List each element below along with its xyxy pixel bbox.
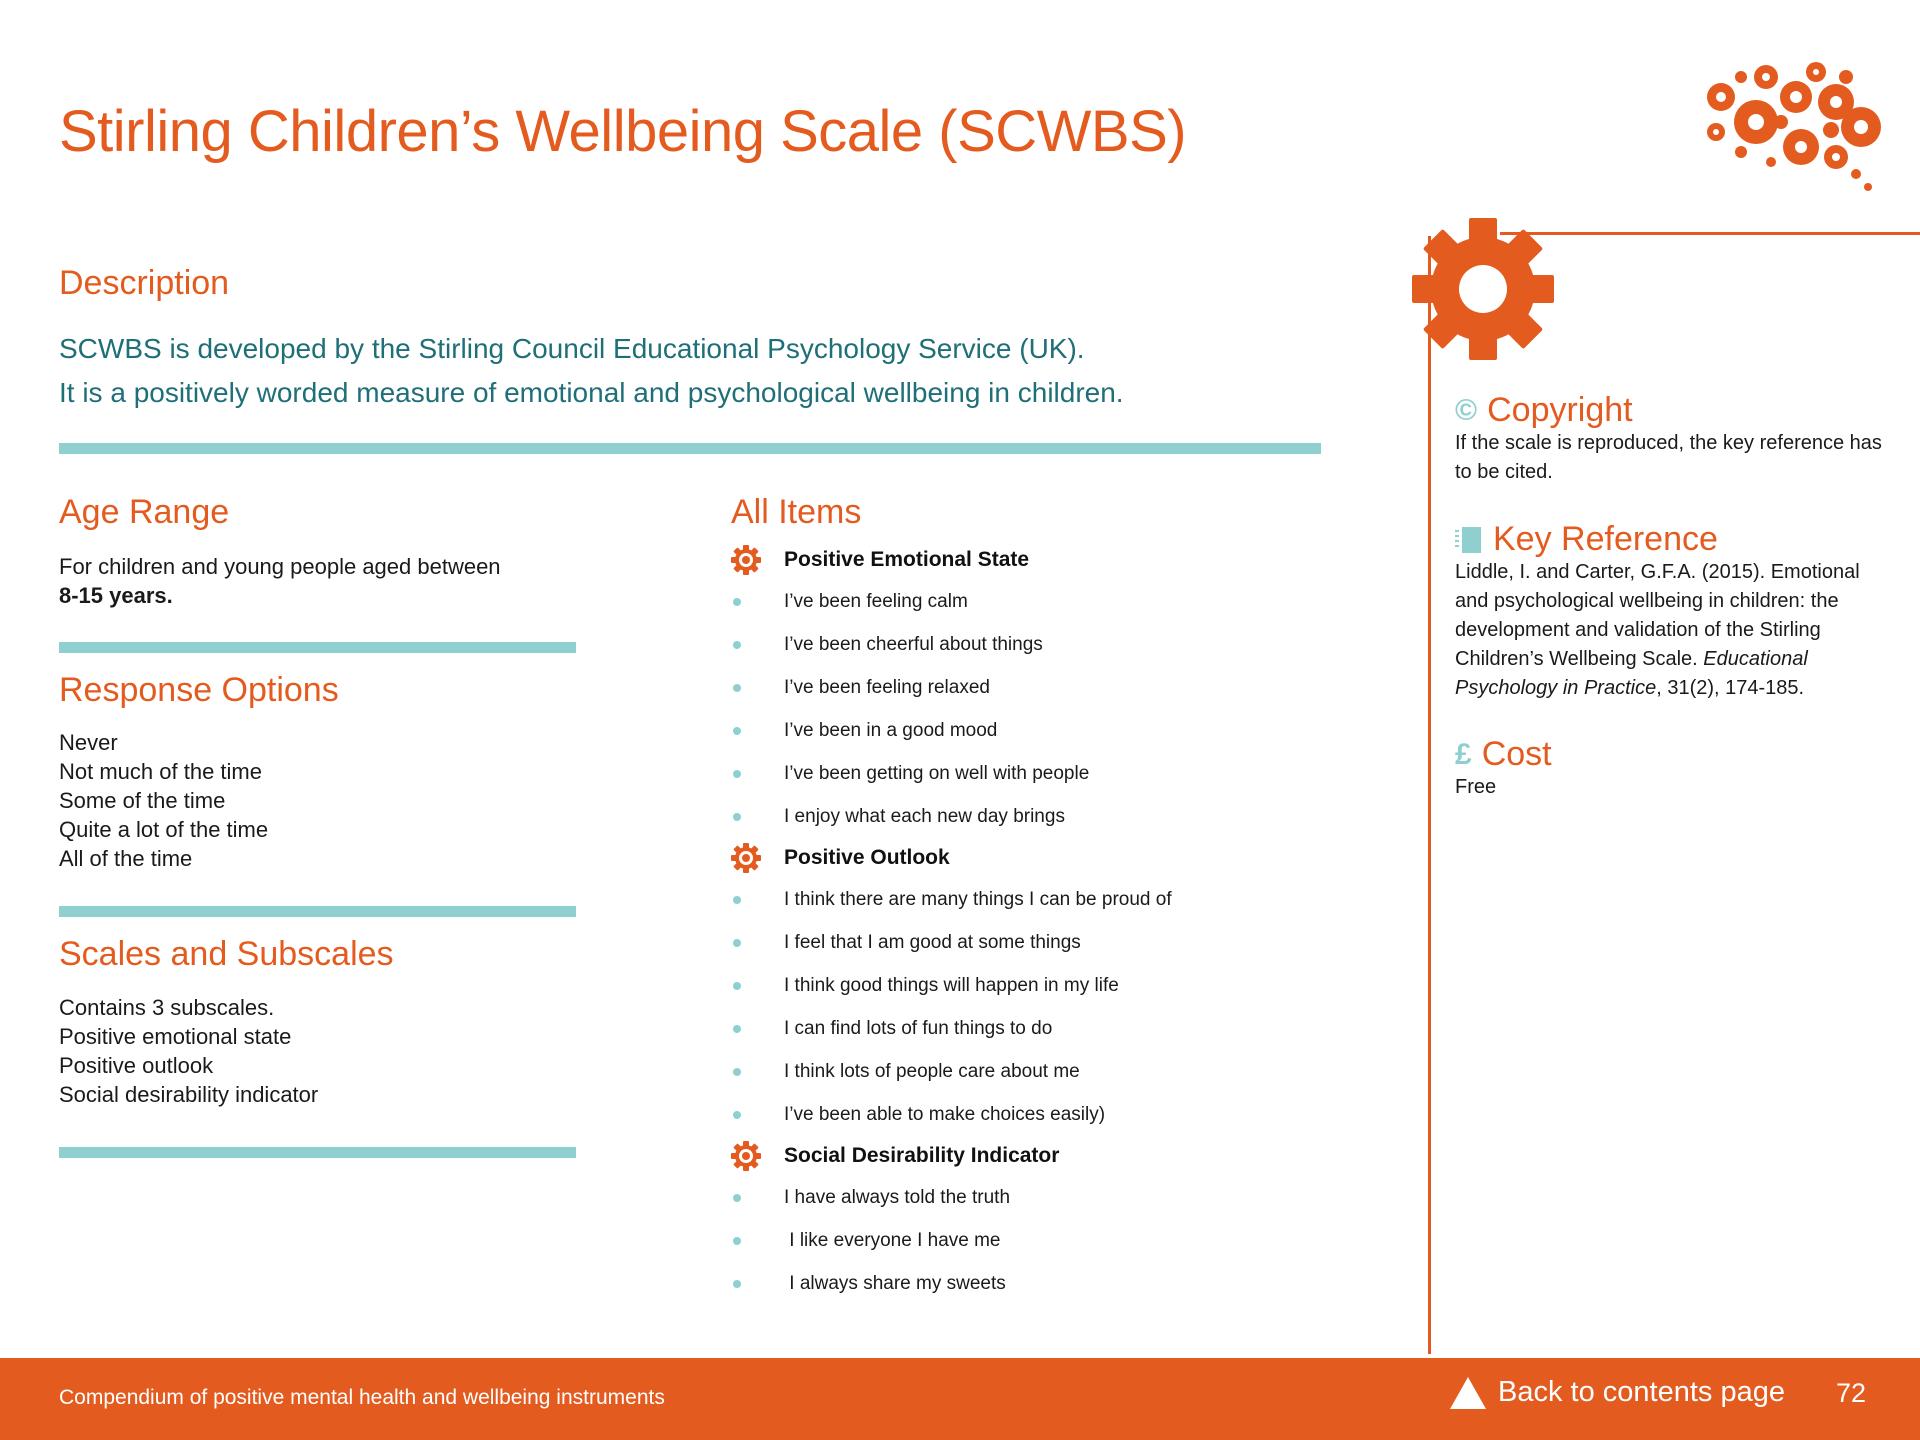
reference-journal: Educational Psychology in Practice bbox=[1455, 648, 1808, 699]
list-item bbox=[730, 709, 1250, 752]
response-option: Never bbox=[59, 730, 118, 755]
item-text: I can find lots of fun things to do bbox=[784, 1017, 1053, 1039]
item-text: I enjoy what each new day brings bbox=[784, 805, 1065, 827]
bullet-icon bbox=[733, 1194, 741, 1202]
cost-value: Free bbox=[1455, 776, 1497, 798]
sidebar-divider-vertical bbox=[1428, 236, 1431, 1354]
item-text: I feel that I am good at some things bbox=[784, 931, 1081, 953]
item-text: I’ve been feeling relaxed bbox=[784, 676, 990, 698]
item-text: I think lots of people care about me bbox=[784, 1060, 1080, 1082]
bullet-icon bbox=[733, 1280, 741, 1288]
section-divider bbox=[59, 443, 1321, 454]
bullet-icon bbox=[733, 1111, 741, 1119]
key-reference-title: Key Reference bbox=[1493, 520, 1718, 558]
bullet-icon bbox=[733, 896, 741, 904]
footer-title: Compendium of positive mental health and wellbeing instruments bbox=[59, 1386, 665, 1409]
copyright-heading bbox=[1455, 391, 1633, 430]
gear-icon bbox=[730, 1140, 762, 1172]
all-items-list bbox=[730, 540, 1250, 1305]
scales-heading: Scales and Subscales bbox=[59, 935, 394, 973]
age-range-text bbox=[59, 552, 501, 610]
list-item bbox=[730, 752, 1250, 795]
age-range-value: 8-15 years. bbox=[59, 583, 173, 608]
reference-citation: Liddle, I. and Carter, G.F.A. (2015). Emotional and psychological wellbeing in children: the development and validation of the Stirling Children’s Wellbeing Scale. bbox=[1455, 561, 1860, 670]
response-option: All of the time bbox=[59, 846, 193, 871]
list-item bbox=[730, 623, 1250, 666]
description-text bbox=[59, 327, 1124, 415]
up-triangle-icon bbox=[1450, 1377, 1486, 1409]
response-options-heading: Response Options bbox=[59, 671, 339, 709]
age-range-description: For children and young people aged between bbox=[59, 554, 501, 579]
subscale-title: Positive Outlook bbox=[784, 846, 950, 869]
gear-icon bbox=[730, 544, 762, 576]
copyright-text: If the scale is reproduced, the key reference has to be cited. bbox=[1455, 432, 1882, 483]
list-item bbox=[730, 580, 1250, 623]
item-text: I’ve been in a good mood bbox=[784, 719, 998, 741]
bullet-icon bbox=[733, 939, 741, 947]
list-item bbox=[730, 1176, 1250, 1219]
sidebar-divider-horizontal bbox=[1500, 232, 1920, 235]
scale-item: Positive emotional state bbox=[59, 1024, 292, 1049]
all-items-heading: All Items bbox=[731, 493, 862, 531]
subscale-group-header bbox=[730, 838, 1250, 878]
list-item bbox=[730, 666, 1250, 709]
subscale-title: Positive Emotional State bbox=[784, 548, 1030, 571]
list-item bbox=[730, 1050, 1250, 1093]
list-item bbox=[730, 921, 1250, 964]
item-text: I have always told the truth bbox=[784, 1186, 1011, 1208]
bullet-icon bbox=[733, 813, 741, 821]
subscale-group-header bbox=[730, 1136, 1250, 1176]
bullet-icon bbox=[733, 727, 741, 735]
description-line-1: SCWBS is developed by the Stirling Council Educational Psychology Service (UK). bbox=[59, 333, 1085, 364]
item-text: I think good things will happen in my life bbox=[784, 974, 1119, 996]
page-number: 72 bbox=[1836, 1378, 1867, 1408]
response-option: Not much of the time bbox=[59, 759, 262, 784]
item-text: I like everyone I have me bbox=[784, 1229, 1001, 1251]
gear-icon bbox=[730, 842, 762, 874]
description-heading: Description bbox=[59, 264, 230, 302]
scale-item: Social desirability indicator bbox=[59, 1082, 319, 1107]
list-item bbox=[730, 1093, 1250, 1136]
footer bbox=[0, 1358, 1920, 1440]
item-text: I’ve been cheerful about things bbox=[784, 633, 1043, 655]
response-option: Some of the time bbox=[59, 788, 226, 813]
item-text: I’ve been getting on well with people bbox=[784, 762, 1090, 784]
description-line-2: It is a positively worded measure of emotional and psychological wellbeing in children. bbox=[59, 377, 1124, 408]
section-divider bbox=[59, 642, 576, 653]
list-item bbox=[730, 1262, 1250, 1305]
bullet-icon bbox=[733, 770, 741, 778]
list-item bbox=[730, 964, 1250, 1007]
bullet-icon bbox=[733, 1237, 741, 1245]
list-item bbox=[730, 878, 1250, 921]
scales-list bbox=[59, 993, 318, 1109]
subscale-group-header bbox=[730, 540, 1250, 580]
back-to-contents-link[interactable] bbox=[1450, 1376, 1785, 1409]
response-options-list bbox=[59, 728, 268, 873]
scale-item: Contains 3 subscales. bbox=[59, 995, 275, 1020]
bullet-icon bbox=[733, 1025, 741, 1033]
copyright-title: Copyright bbox=[1487, 391, 1633, 429]
notebook-icon bbox=[1455, 526, 1483, 554]
item-text: I think there are many things I can be proud of bbox=[784, 888, 1172, 910]
list-item bbox=[730, 1219, 1250, 1262]
scale-item: Positive outlook bbox=[59, 1053, 214, 1078]
bullet-icon bbox=[733, 641, 741, 649]
bullet-icon bbox=[733, 982, 741, 990]
cost-title: Cost bbox=[1481, 735, 1552, 773]
copyright-icon: © bbox=[1455, 393, 1478, 427]
key-reference-text bbox=[1455, 558, 1885, 703]
pound-icon: £ bbox=[1455, 737, 1472, 771]
list-item bbox=[730, 1007, 1250, 1050]
list-item bbox=[730, 795, 1250, 838]
subscale-title: Social Desirability Indicator bbox=[784, 1144, 1060, 1167]
response-option: Quite a lot of the time bbox=[59, 817, 269, 842]
age-range-heading: Age Range bbox=[59, 493, 230, 531]
large-gear-icon bbox=[1408, 214, 1558, 364]
item-text: I always share my sweets bbox=[784, 1272, 1006, 1294]
bullet-icon bbox=[733, 598, 741, 606]
item-text: I’ve been able to make choices easily) bbox=[784, 1103, 1106, 1125]
brain-gears-logo bbox=[1696, 52, 1886, 202]
section-divider bbox=[59, 1147, 576, 1158]
section-divider bbox=[59, 906, 576, 917]
item-text: I’ve been feeling calm bbox=[784, 590, 968, 612]
cost-heading bbox=[1455, 735, 1552, 774]
key-reference-heading bbox=[1455, 520, 1718, 559]
reference-volume: , 31(2), 174-185. bbox=[1656, 677, 1805, 699]
bullet-icon bbox=[733, 684, 741, 692]
back-link-label: Back to contents page bbox=[1498, 1376, 1785, 1408]
bullet-icon bbox=[733, 1068, 741, 1076]
page-title: Stirling Children’s Wellbeing Scale (SCWBS) bbox=[59, 99, 1187, 164]
